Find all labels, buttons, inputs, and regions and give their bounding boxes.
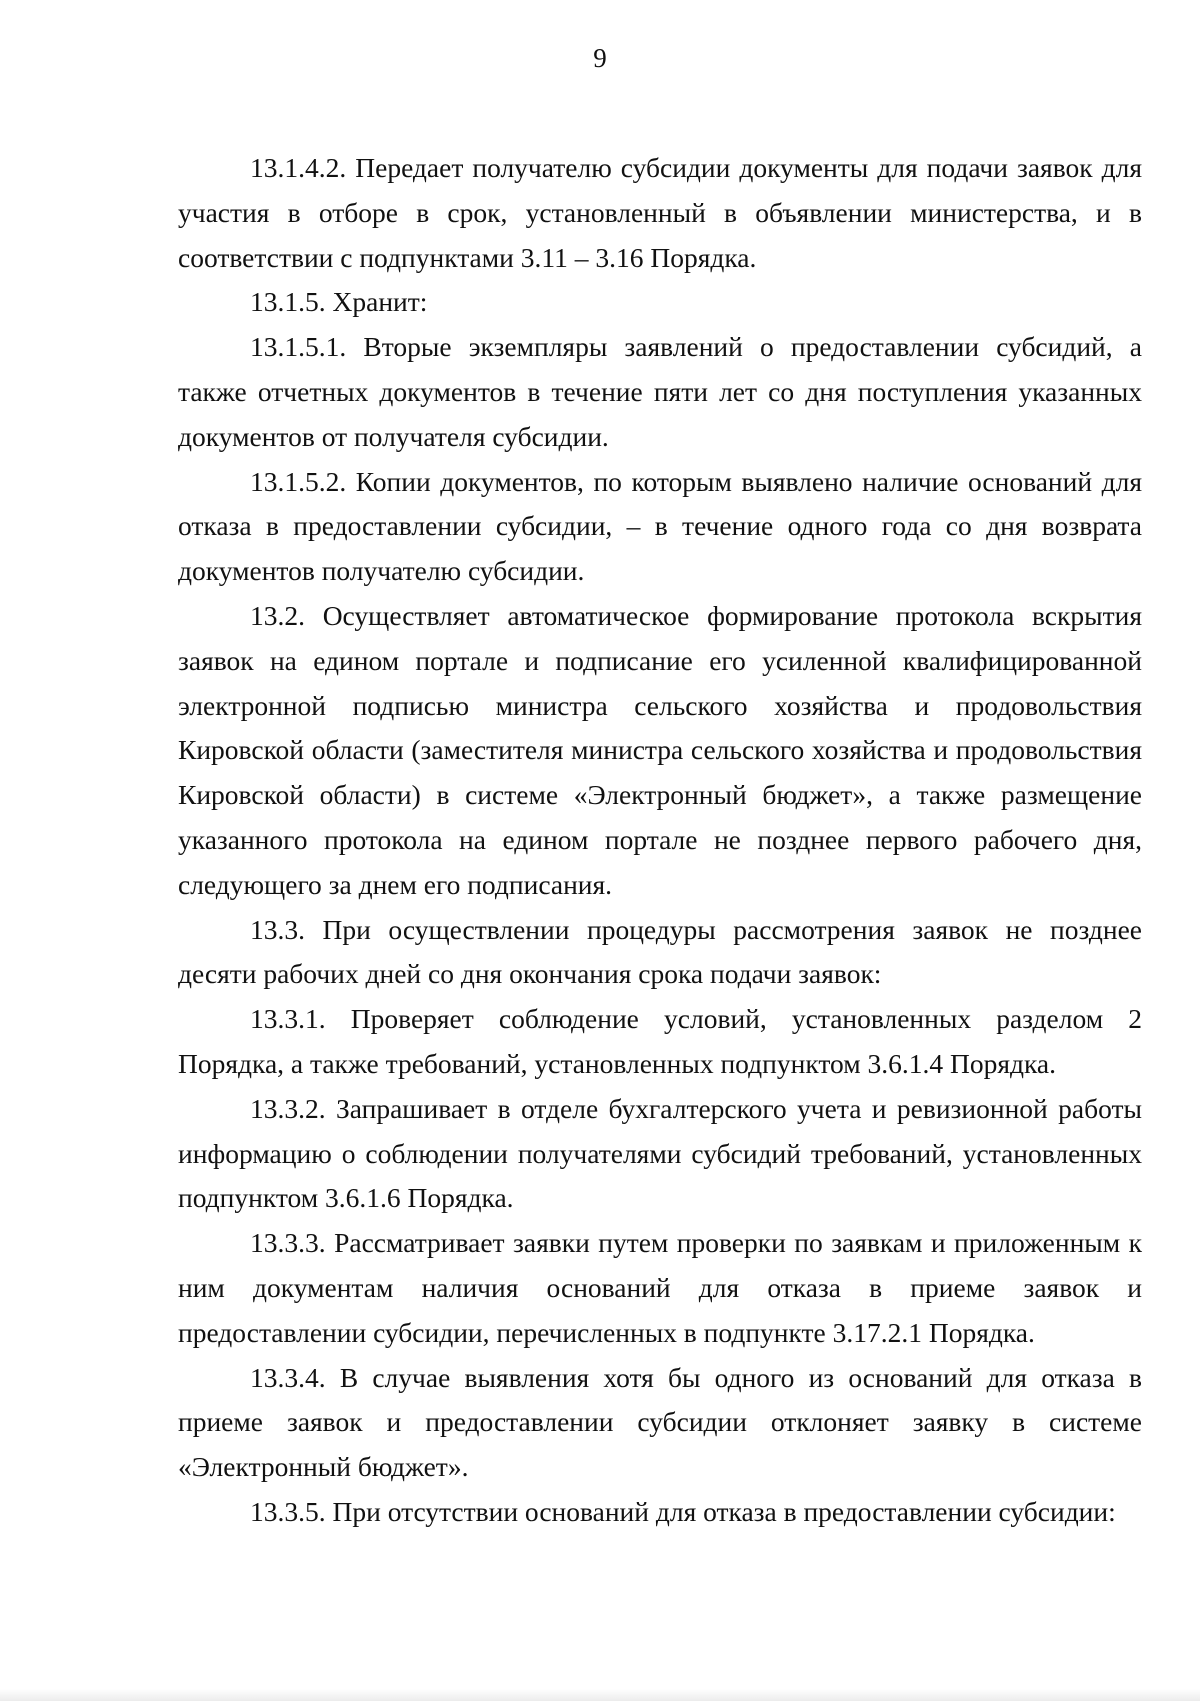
- scan-bottom-edge: [0, 1689, 1200, 1701]
- paragraph-13-1-5-2: 13.1.5.2. Копии документов, по которым выявлено наличие оснований для отказа в предоставлении субсидии, – в течение одного года со дня возврата документов получателю субсидии.: [178, 465, 1142, 587]
- paragraph-13-1-5-1: 13.1.5.1. Вторые экземпляры заявлений о предоставлении субсидий, а также отчетных документов в течение пяти лет со дня поступления указанных документов от получателя субсидии.: [178, 331, 1142, 452]
- document-body: [178, 146, 1142, 1535]
- paragraph-13-3-4: 13.3.4. В случае выявления хотя бы одного из оснований для отказа в приеме заявок и предоставлении субсидии отклоняет заявку в системе «Электронный бюджет».: [178, 1361, 1142, 1483]
- paragraph-13-3-2: 13.3.2. Запрашивает в отделе бухгалтерского учета и ревизионной работы информацию о соблюдении получателями субсидий требований, установленных подпунктом 3.6.1.6 Порядка.: [178, 1092, 1142, 1214]
- paragraph-13-3-3: 13.3.3. Рассматривает заявки путем проверки по заявкам и приложенным к ним документам наличия оснований для отказа в приеме заявок и предоставлении субсидии, перечисленных в подпункте 3.17.2.1 Порядка.: [178, 1227, 1142, 1348]
- paragraph-13-1-5: 13.1.5. Хранит:: [250, 286, 428, 318]
- paragraph-13-1-4-2: 13.1.4.2. Передает получателю субсидии документы для подачи заявок для участия в отборе в срок, установленный в объявлении министерства, и в соответствии с подпунктами 3.11 – 3.16 Порядка.: [178, 152, 1142, 273]
- paragraph-13-3: 13.3. При осуществлении процедуры рассмотрения заявок не позднее десяти рабочих дней со дня окончания срока подачи заявок:: [178, 913, 1142, 990]
- paragraph-13-3-5: 13.3.5. При отсутствии оснований для отказа в предоставлении субсидии:: [250, 1495, 1116, 1527]
- paragraph-13-2: 13.2. Осуществляет автоматическое формирование протокола вскрытия заявок на едином портале и подписание его усиленной квалифицированной электронной подписью министра сельского хозяйства и продовольствия Кировской области (заместителя министра сельского хозяйства и продовольствия Кировской области) в системе «Электронный бюджет», а также размещение указанного протокола на едином портале не позднее первого рабочего дня, следующего за днем его подписания.: [178, 599, 1142, 900]
- page-number: 9: [593, 43, 607, 73]
- paragraph-13-3-1: 13.3.1. Проверяет соблюдение условий, установленных разделом 2 Порядка, а также требований, установленных подпунктом 3.6.1.4 Порядка.: [178, 1003, 1142, 1079]
